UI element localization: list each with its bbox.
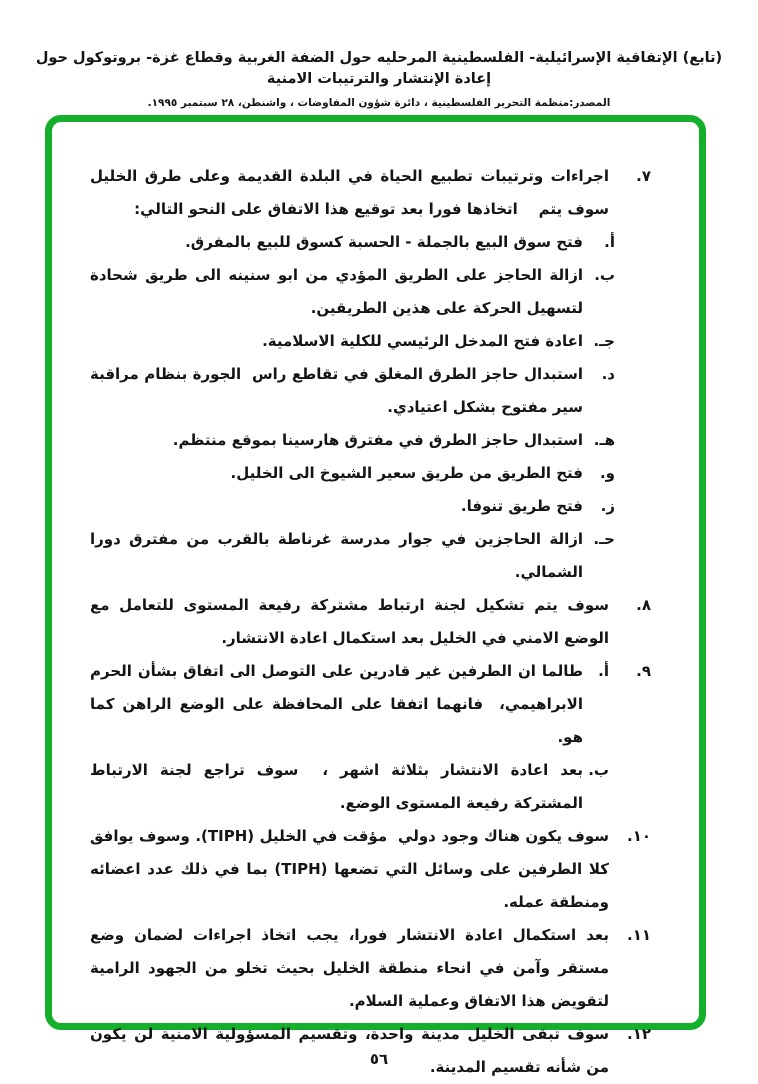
- source-line: المصدر:منظمة التحرير الفلسطينية ، دائرة شؤون المفاوضات ، واشنطن، ٢٨ سبتمبر ١٩٩٥.: [147, 97, 611, 110]
- page-number: ٥٦: [369, 1050, 389, 1068]
- sub-text: طالما ان الطرفين غير قادرين على التوصل الى اتفاق بشأن الحرم الابراهيمي، فانهما اتفقا على المحافظة على الوضع الراهن كما هو.: [84, 662, 583, 746]
- item-text: بعد استكمال اعادة الانتشار فورا، يجب اتخاذ اجراءات لضمان وضع مستقر وآمن في انحاء منطقة الخليل بحيث تخلو من الجهود الرامية لتقويض هذا الاتفاق وعملية السلام.: [84, 926, 609, 1010]
- sub-text: اعادة فتح المدخل الرئيسي للكلية الاسلامية.: [262, 332, 583, 350]
- item-number: ١١.: [626, 926, 651, 944]
- sub-item-a: [90, 226, 615, 259]
- sub-letter: ب.: [588, 761, 609, 779]
- item-text: سوف تبقى الخليل مدينة واحدة، وتقسيم المسؤولية الامنية لن يكون من شأنه تقسيم المدينة.: [84, 1025, 609, 1076]
- document-header: [0, 0, 758, 109]
- item-number: ٩.: [636, 662, 651, 680]
- sub-text: فتح الطريق من طريق سعير الشيوخ الى الخليل.: [230, 464, 583, 482]
- list-item-9: [84, 655, 651, 820]
- sub-item-hh: [84, 523, 615, 589]
- item-text: اجراءات وترتيبات تطبيع الحياة في البلدة القديمة وعلى طرق الخليل سوف يتم اتخاذها فورا بعد توقيع هذا الاتفاق على النحو التالي:: [84, 167, 609, 218]
- sub-item-w: [90, 457, 615, 490]
- sub-item-9b: [84, 754, 609, 820]
- sub-text: فتح سوق البيع بالجملة - الحسبة كسوق للبيع بالمفرق.: [185, 233, 583, 251]
- sub-item-z: [90, 490, 615, 523]
- sub-item-9a: [84, 655, 609, 754]
- sub-text: ازالة الحاجز على الطريق المؤدي من ابو سنينه الى طريق شحادة لتسهيل الحركة على هذين الطريقين.: [84, 266, 583, 317]
- sublist-7: [84, 226, 615, 589]
- sublist-9: [84, 655, 609, 820]
- sub-letter: ب.: [594, 266, 615, 284]
- list-item-10: [84, 820, 651, 919]
- sub-text: استبدال حاجز الطرق المغلق في تقاطع راس الجورة بنظام مراقبة سير مفتوح بشكل اعتيادي.: [84, 365, 583, 416]
- sub-letter: أ.: [598, 662, 609, 680]
- list-item-7: [84, 160, 651, 226]
- sub-item-h: [90, 424, 615, 457]
- sub-letter: و.: [599, 464, 615, 482]
- sub-text: استبدال حاجز الطرق في مفترق هارسينا بموقع منتظم.: [172, 431, 583, 449]
- sub-text: بعد اعادة الانتشار بثلاثة اشهر ، سوف تراجع لجنة الارتباط المشتركة رفيعة المستوى الوضع.: [84, 761, 583, 812]
- list-item-11: [84, 919, 651, 1018]
- document-title: (تابع) الإتفاقية الإسرائيلية- الفلسطينية المرحليه حول الضفة الغربية وقطاع غزة- بروتوكول حول إعادة الإنتشار والترتيبات الامنية: [35, 50, 723, 88]
- sub-letter: د.: [601, 365, 615, 383]
- sub-item-b: [84, 259, 615, 325]
- item-text: سوف يتم تشكيل لجنة ارتباط مشتركة رفيعة المستوى للتعامل مع الوضع الامني في الخليل بعد استكمال اعادة الانتشار.: [84, 596, 609, 647]
- item-text: سوف يكون هناك وجود دولي مؤقت في الخليل (TIPH). وسوف يوافق كلا الطرفين على وسائل التي تضعها (TIPH) بما في ذلك عدد اعضائه ومنطقة عمله.: [84, 827, 610, 911]
- sub-letter: أ.: [604, 233, 615, 251]
- sub-text: فتح طريق تنوفا.: [460, 497, 583, 515]
- sub-text: ازالة الحاجزين في جوار مدرسة غرناطة بالقرب من مفترق دورا الشمالي.: [84, 530, 583, 581]
- item-number: ٧.: [636, 167, 651, 185]
- item-number: ٨.: [636, 596, 651, 614]
- sub-letter: هـ.: [593, 431, 615, 449]
- sub-letter: حـ.: [593, 530, 615, 548]
- item-number: ١٠.: [626, 827, 651, 845]
- sub-item-j: [90, 325, 615, 358]
- item-number: ١٢.: [626, 1025, 651, 1043]
- sub-item-d: [84, 358, 615, 424]
- list-item-8: [84, 589, 651, 655]
- sub-letter: جـ.: [593, 332, 615, 350]
- sub-letter: ز.: [600, 497, 615, 515]
